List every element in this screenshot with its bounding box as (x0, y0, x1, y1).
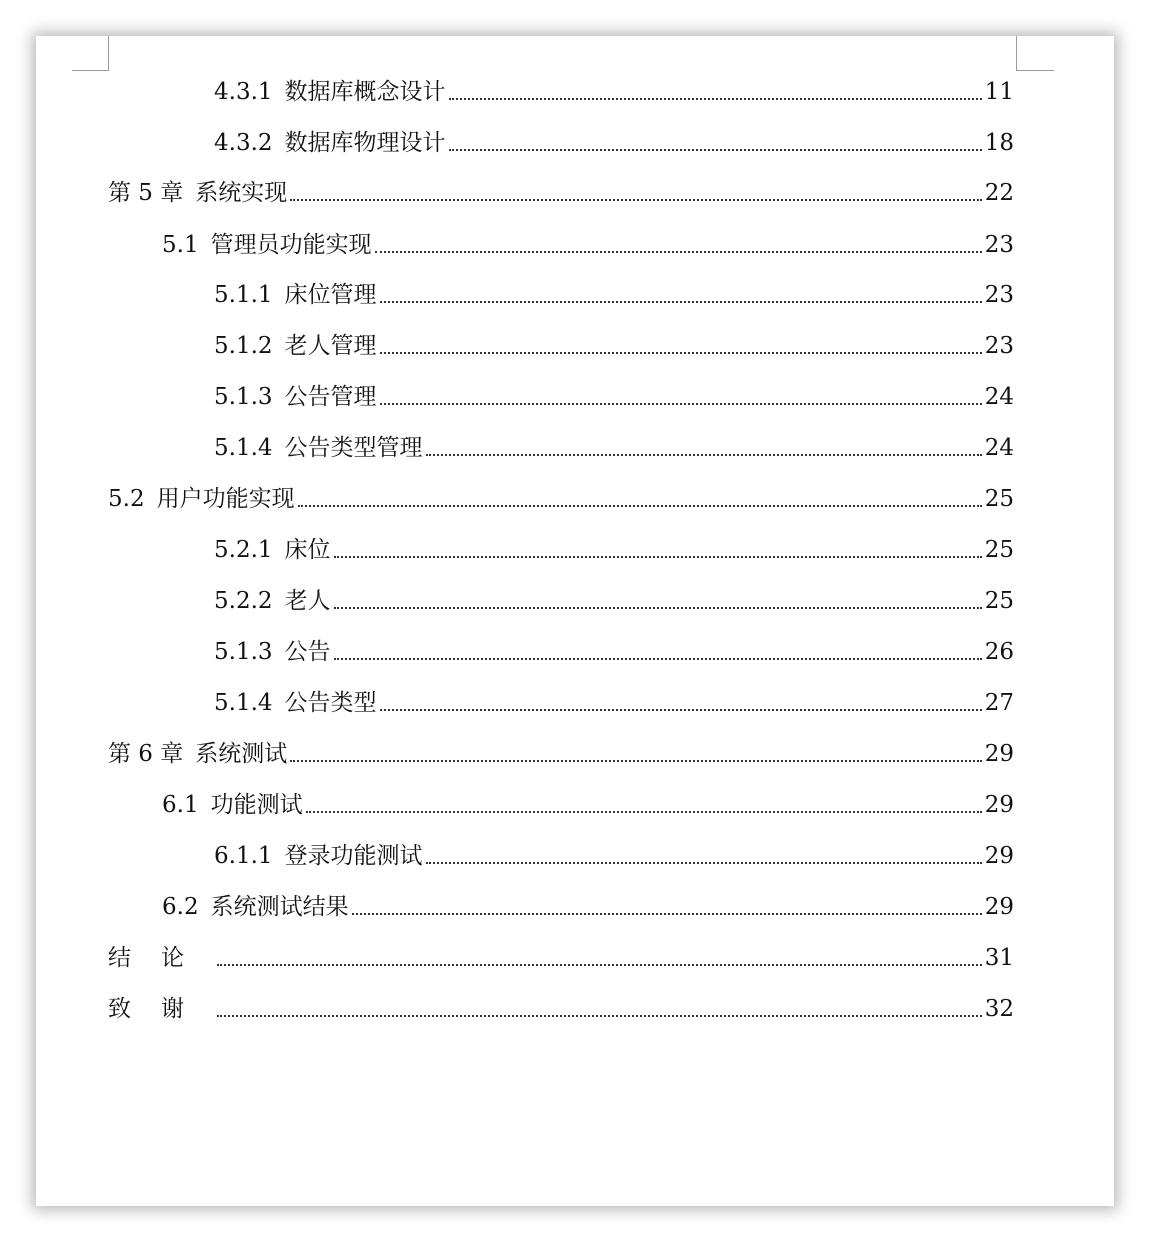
crop-mark-top-right (1016, 36, 1054, 71)
toc-entry-5-1-4-notice-type[interactable] (214, 683, 1014, 715)
toc-entry-5-1-3[interactable] (214, 377, 1014, 409)
toc-page-number: 23 (984, 282, 1014, 308)
toc-dot-leader (426, 454, 982, 456)
toc-page-number: 27 (984, 690, 1014, 716)
toc-dot-leader (290, 760, 981, 762)
toc-title: 床位 (284, 537, 331, 563)
toc-entry-acknowledgements[interactable] (108, 989, 1014, 1021)
toc-dot-leader (306, 811, 982, 813)
toc-entry-5-1-3-notice[interactable] (214, 632, 1014, 664)
toc-entry-5-2-2[interactable] (214, 581, 1014, 613)
toc-page-number: 22 (984, 180, 1014, 206)
toc-entry-5-1[interactable] (162, 225, 1014, 257)
toc-title: 公告类型 (284, 690, 377, 716)
toc-dot-leader (334, 556, 982, 558)
toc-number: 第 6 章 (108, 741, 184, 767)
toc-page-number: 24 (984, 384, 1014, 410)
toc-entry-5-2[interactable] (108, 479, 1014, 511)
toc-dot-leader (217, 964, 982, 966)
toc-entry-6-1[interactable] (162, 785, 1014, 817)
toc-title: 数据库概念设计 (284, 79, 446, 105)
toc-page-number: 23 (984, 232, 1014, 258)
toc-entry-conclusion[interactable] (108, 938, 1014, 970)
toc-entry-chapter-5[interactable] (108, 173, 1014, 205)
toc-page-number: 32 (984, 996, 1014, 1022)
toc-title: 老人管理 (284, 333, 377, 359)
toc-title: 结论 (108, 945, 214, 971)
toc-number: 5.1.1 (214, 282, 273, 308)
toc-title: 公告类型管理 (284, 435, 423, 461)
toc-entry-4-3-1[interactable] (214, 72, 1014, 104)
toc-entry-5-2-1[interactable] (214, 530, 1014, 562)
toc-page-number: 25 (984, 588, 1014, 614)
toc-page-number: 25 (984, 486, 1014, 512)
toc-dot-leader (375, 251, 982, 253)
toc-number: 5.1.4 (214, 435, 273, 461)
toc-title: 系统测试结果 (210, 894, 349, 920)
toc-dot-leader (352, 913, 982, 915)
toc-page-number: 31 (984, 945, 1014, 971)
toc-entry-5-1-1[interactable] (214, 275, 1014, 307)
toc-number: 第 5 章 (108, 180, 184, 206)
toc-number: 5.1 (162, 232, 199, 258)
toc-entry-4-3-2[interactable] (214, 123, 1014, 155)
toc-entry-5-1-4[interactable] (214, 428, 1014, 460)
toc-dot-leader (290, 199, 981, 201)
toc-page-number: 18 (984, 130, 1014, 156)
toc-number: 5.1.3 (214, 639, 273, 665)
toc-title: 登录功能测试 (284, 843, 423, 869)
toc-dot-leader (426, 862, 982, 864)
toc-title: 管理员功能实现 (210, 232, 372, 258)
toc-number: 5.2.2 (214, 588, 273, 614)
toc-entry-6-2[interactable] (162, 887, 1014, 919)
toc-title: 数据库物理设计 (284, 130, 446, 156)
toc-page-number: 29 (984, 741, 1014, 767)
toc-title: 致谢 (108, 996, 214, 1022)
toc-number: 5.1.3 (214, 384, 273, 410)
toc-dot-leader (217, 1015, 982, 1017)
toc-number: 6.1.1 (214, 843, 273, 869)
toc-number: 4.3.2 (214, 130, 273, 156)
toc-number: 6.2 (162, 894, 199, 920)
toc-title: 功能测试 (210, 792, 303, 818)
toc-title: 床位管理 (284, 282, 377, 308)
toc-title: 公告管理 (284, 384, 377, 410)
toc-title: 系统测试 (195, 741, 288, 767)
toc-dot-leader (380, 301, 982, 303)
toc-number: 6.1 (162, 792, 199, 818)
toc-title: 系统实现 (195, 180, 288, 206)
toc-entry-6-1-1[interactable] (214, 836, 1014, 868)
toc-title: 老人 (284, 588, 331, 614)
toc-number: 5.2 (108, 486, 145, 512)
toc-entry-chapter-6[interactable] (108, 734, 1014, 766)
toc-page-number: 23 (984, 333, 1014, 359)
toc-page-number: 25 (984, 537, 1014, 563)
toc-number: 5.2.1 (214, 537, 273, 563)
toc-title: 公告 (284, 639, 331, 665)
toc-page-number: 29 (984, 894, 1014, 920)
toc-page-number: 29 (984, 792, 1014, 818)
toc-dot-leader (334, 607, 982, 609)
toc-dot-leader (380, 709, 982, 711)
toc-dot-leader (380, 403, 982, 405)
toc-entry-5-1-2[interactable] (214, 326, 1014, 358)
toc-page-number: 11 (984, 79, 1014, 105)
toc-page-number: 26 (984, 639, 1014, 665)
toc-dot-leader (449, 98, 982, 100)
toc-page-number: 24 (984, 435, 1014, 461)
toc-number: 5.1.4 (214, 690, 273, 716)
toc-page-number: 29 (984, 843, 1014, 869)
toc-number: 4.3.1 (214, 79, 273, 105)
toc-dot-leader (380, 352, 982, 354)
crop-mark-top-left (72, 36, 109, 71)
toc-dot-leader (449, 149, 982, 151)
toc-dot-leader (298, 505, 982, 507)
toc-number: 5.1.2 (214, 333, 273, 359)
toc-title: 用户功能实现 (156, 486, 295, 512)
toc-dot-leader (334, 658, 982, 660)
document-page (36, 36, 1114, 1206)
